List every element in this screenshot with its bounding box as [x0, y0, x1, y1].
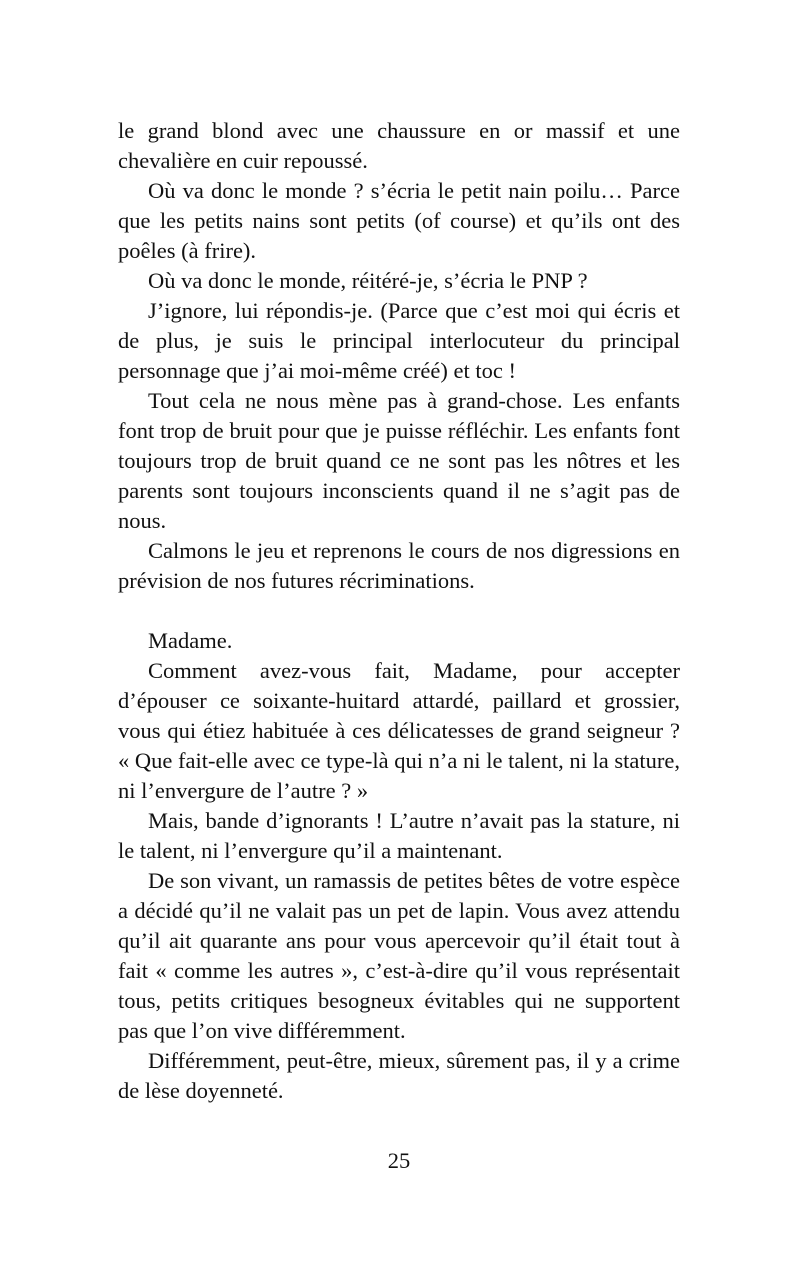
paragraph-2: Où va donc le monde ? s’écria le petit nain poilu… Parce que les petits nains sont petits (of course) et qu’ils ont des poêles (à frire). [118, 178, 680, 263]
paragraph-5: Tout cela ne nous mène pas à grand-chose. Les enfants font trop de bruit pour que je puisse réfléchir. Les enfants font toujours trop de bruit quand ce ne sont pas les nôtres et les parents sont toujours inconscients quand il ne s’agit pas de nous. [118, 388, 680, 533]
paragraph-7: Madame. [148, 628, 233, 653]
paragraph-6: Calmons le jeu et reprenons le cours de nos digressions en prévision de nos futures récriminations. [118, 538, 680, 593]
page-number: 25 [387, 1148, 411, 1173]
paragraph-9: Mais, bande d’ignorants ! L’autre n’avait pas la stature, ni le talent, ni l’envergure qu’il a maintenant. [118, 808, 680, 863]
paragraph-8: Comment avez-vous fait, Madame, pour accepter d’épouser ce soixante-huitard attardé, paillard et grossier, vous qui étiez habituée à ces délicatesses de grand seigneur ? « Que fait-elle avec ce type-là qui n’a ni le talent, ni la stature, ni l’envergure de l’autre ? » [118, 658, 680, 803]
paragraph-11: Différemment, peut-être, mieux, sûrement pas, il y a crime de lèse doyenneté. [118, 1048, 680, 1103]
page-body [118, 116, 680, 1106]
section-break [118, 596, 680, 626]
paragraph-1: le grand blond avec une chaussure en or massif et une chevalière en cuir repoussé. [118, 118, 680, 173]
paragraph-10: De son vivant, un ramassis de petites bêtes de votre espèce a décidé qu’il ne valait pas un pet de lapin. Vous avez attendu qu’il ait quarante ans pour vous apercevoir qu’il était tout à fait « comme les autres », c’est-à-dire qu’il vous représentait tous, petits critiques besogneux évitables qui ne supportent pas que l’on vive différemment. [118, 868, 680, 1043]
paragraph-4: J’ignore, lui répondis-je. (Parce que c’est moi qui écris et de plus, je suis le principal interlocuteur du principal personnage que j’ai moi-même créé) et toc ! [118, 298, 680, 383]
paragraph-3: Où va donc le monde, réitéré-je, s’écria le PNP ? [148, 268, 588, 293]
